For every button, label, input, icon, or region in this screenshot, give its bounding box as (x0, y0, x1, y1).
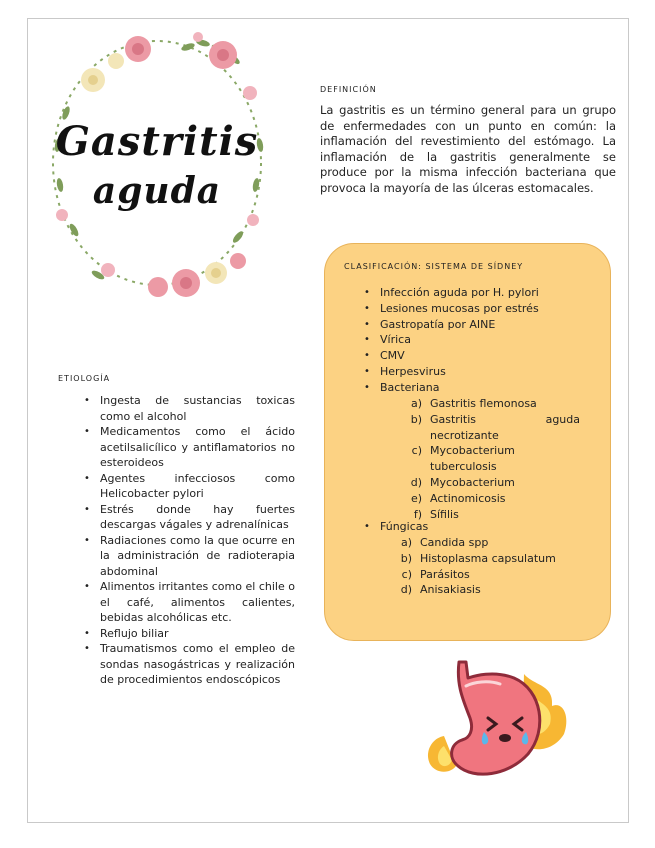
fungicas-sublist (390, 535, 600, 598)
title-line-2: aguda (92, 170, 222, 212)
list-item: • Herpesvirus (364, 364, 446, 378)
list-item: • Infección aguda por H. pylori (364, 286, 539, 299)
bacteriana-sublist (400, 396, 600, 522)
list-item: • Reflujo biliar (84, 626, 169, 640)
list-item: • Bacteriana (364, 380, 440, 394)
list-item: • Medicamentos como el ácido acetilsalicílico y antiflamatorios no esteroideos (84, 425, 295, 469)
list-item: • Alimentos irritantes como el chile o el café, alimentos calientes, bebidas alcohólicas etc. (84, 580, 295, 624)
sub-item: f) Sífilis (413, 507, 459, 521)
list-item: • Radiaciones como la que ocurre en la administración de radioterapia abdominal (84, 533, 295, 578)
sub-item: e) Actinomicosis (410, 491, 506, 505)
sub-item: b) Histoplasma capsulatum (400, 551, 556, 565)
list-item: • CMV (364, 349, 405, 363)
list-item: • Lesiones mucosas por estrés (364, 301, 539, 315)
sub-item: a) Candida spp (400, 536, 489, 549)
list-item: • Traumatismos como el empleo de sondas nasogástricas y realización de procedimientos endoscópicos (84, 642, 295, 686)
title-line-1: Gastritis (55, 118, 259, 165)
list-item: • Fúngicas (364, 520, 429, 533)
list-item: • Agentes infecciosos como Helicobacter pylori (84, 471, 295, 500)
list-item: • Gastropatía por AINE (364, 317, 496, 331)
list-item: • Estrés donde hay fuertes descargas vágales y adrenalínicas (84, 502, 295, 531)
list-item: • Vírica (364, 333, 411, 347)
sub-item: c) Parásitos (401, 567, 470, 581)
definicion-text: La gastritis es un término general para un grupo de enfermedades con un punto en común: la inflamación del revestimiento del estómago. La inflamación de la gastritis generalmente se produce por la misma infección bacteriana que provoca la mayoría de las úlceras estomacales. (320, 103, 616, 195)
list-item: • Ingesta de sustancias toxicas como el alcohol (84, 394, 295, 423)
etiologia-heading: ETIOLOGÍA (58, 374, 111, 383)
floral-wreath (38, 25, 276, 301)
sub-item: a) Gastritis flemonosa (410, 397, 537, 410)
clasificacion-list (360, 285, 600, 396)
clasificacion-heading: CLASIFICACIÓN: SISTEMA DE SÍDNEY (344, 262, 524, 271)
sub-item: d) Mycobacterium (410, 475, 515, 489)
sad-stomach-illustration (404, 656, 574, 781)
definicion-heading: DEFINICIÓN (320, 85, 377, 94)
fungicas-list (360, 519, 428, 535)
sub-item: d) Anisakiasis (400, 583, 481, 597)
sub-item: c) Mycobacterium tuberculosis (411, 444, 515, 474)
etiologia-list (80, 393, 295, 688)
sub-item: b) Gastritis aguda necrotizante (410, 412, 580, 442)
